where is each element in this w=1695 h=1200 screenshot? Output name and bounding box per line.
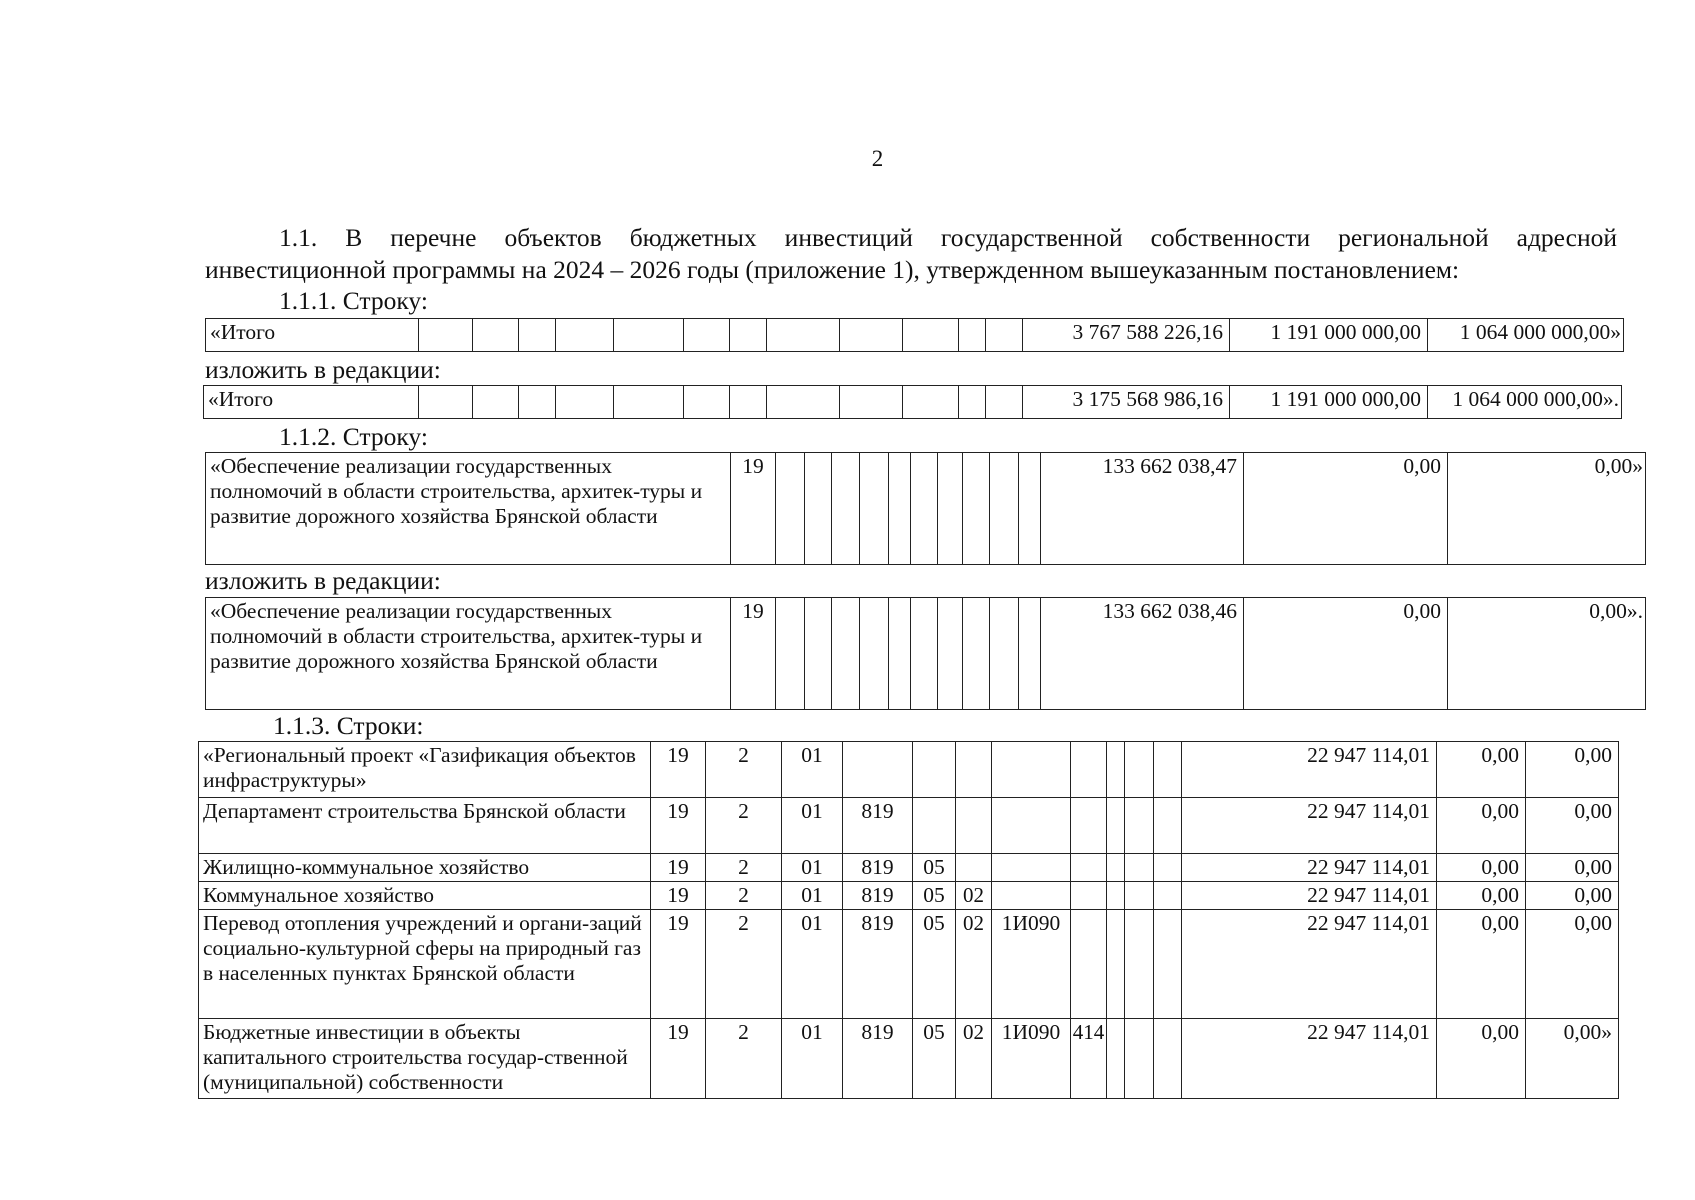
code-cell: 2 — [706, 742, 782, 798]
table-body — [199, 742, 1619, 1099]
code-cell: 2 — [706, 910, 782, 1019]
value-2025: 0,00 — [1244, 598, 1448, 710]
code-cell: 1И090 — [992, 1019, 1071, 1099]
code-cell — [913, 742, 956, 798]
code-cell: 05 — [913, 854, 956, 882]
value-2026: 0,00 — [1526, 882, 1619, 910]
code-cell: 02 — [956, 882, 992, 910]
value-2025: 0,00 — [1437, 910, 1526, 1019]
code-cell: 819 — [843, 1019, 913, 1099]
table-row — [206, 598, 1646, 710]
row-label: Перевод отопления учреждений и органи-заций социально-культурной сферы на природный газ в населенных пунктах Брянской области — [199, 910, 651, 1019]
value-2024: 3 767 588 226,16 — [1023, 319, 1230, 352]
code-cell — [1071, 798, 1107, 854]
code-cell — [956, 854, 992, 882]
code-cell: 19 — [651, 742, 706, 798]
code-cell — [956, 742, 992, 798]
code-cell: 19 — [651, 798, 706, 854]
code-cell: 01 — [782, 1019, 843, 1099]
code-cell: 2 — [706, 882, 782, 910]
code-cell: 19 — [651, 854, 706, 882]
code-cell — [992, 742, 1071, 798]
table-row — [199, 742, 1619, 798]
value-2026: 0,00». — [1448, 598, 1646, 710]
value-2026: 1 064 000 000,00» — [1428, 319, 1624, 352]
table-1-1-1-new — [203, 385, 1622, 419]
value-2024: 22 947 114,01 — [1182, 910, 1437, 1019]
code-cell: 819 — [843, 882, 913, 910]
table-1-1-2-new — [205, 597, 1646, 710]
code-cell: 01 — [782, 742, 843, 798]
value-2024: 133 662 038,46 — [1041, 598, 1244, 710]
section-heading-1-1-3: 1.1.3. Строки: — [273, 711, 424, 740]
code-cell: 01 — [782, 882, 843, 910]
code-cell: 01 — [782, 798, 843, 854]
code-cell — [1071, 882, 1107, 910]
table-1-1-2-old — [205, 452, 1646, 565]
code-cell: 819 — [843, 854, 913, 882]
code-cell: 01 — [782, 854, 843, 882]
value-2025: 0,00 — [1244, 453, 1448, 565]
table-row — [199, 798, 1619, 854]
code-cell — [1071, 854, 1107, 882]
row-label: «Итого — [204, 386, 419, 419]
section-heading-1-1-2: 1.1.2. Строку: — [279, 422, 428, 451]
value-2026: 0,00 — [1526, 798, 1619, 854]
code-cell: 01 — [782, 910, 843, 1019]
code-cell — [913, 798, 956, 854]
row-label: «Итого — [206, 319, 419, 352]
value-2025: 1 191 000 000,00 — [1230, 319, 1428, 352]
code-cell: 19 — [651, 1019, 706, 1099]
code-cell: 1И090 — [992, 910, 1071, 1019]
intro-paragraph-line2: инвестиционной программы на 2024 – 2026 годы (приложение 1), утвержденном вышеуказанным постановлением: — [205, 255, 1460, 284]
row-label: Коммунальное хозяйство — [199, 882, 651, 910]
row-label: «Обеспечение реализации государственных полномочий в области строительства, архитек-туры и развитие дорожного хозяйства Брянской области — [206, 453, 731, 565]
code-cell: 19 — [731, 453, 776, 565]
value-2025: 0,00 — [1437, 1019, 1526, 1099]
replace-label: изложить в редакции: — [205, 566, 441, 595]
code-cell: 02 — [956, 1019, 992, 1099]
code-cell — [992, 882, 1071, 910]
value-2024: 22 947 114,01 — [1182, 798, 1437, 854]
code-cell: 05 — [913, 1019, 956, 1099]
code-cell — [956, 798, 992, 854]
replace-label: изложить в редакции: — [205, 355, 441, 384]
code-cell: 19 — [651, 882, 706, 910]
value-2026: 0,00 — [1526, 910, 1619, 1019]
code-cell: 02 — [956, 910, 992, 1019]
value-2026: 0,00 — [1526, 742, 1619, 798]
row-label: «Обеспечение реализации государственных полномочий в области строительства, архитек-туры и развитие дорожного хозяйства Брянской области — [206, 598, 731, 710]
code-cell: 819 — [843, 798, 913, 854]
section-heading-1-1-1: 1.1.1. Строку: — [279, 286, 428, 315]
code-cell — [992, 854, 1071, 882]
value-2026: 0,00 — [1526, 854, 1619, 882]
code-cell: 05 — [913, 882, 956, 910]
code-cell — [843, 742, 913, 798]
table-row — [199, 854, 1619, 882]
table-1-1-1-old — [205, 318, 1624, 352]
code-cell: 414 — [1071, 1019, 1107, 1099]
table-row — [199, 1019, 1619, 1099]
value-2024: 22 947 114,01 — [1182, 882, 1437, 910]
value-2026: 1 064 000 000,00». — [1428, 386, 1622, 419]
table-row — [204, 386, 1622, 419]
value-2025: 0,00 — [1437, 882, 1526, 910]
value-2026: 0,00» — [1526, 1019, 1619, 1099]
row-label: Жилищно-коммунальное хозяйство — [199, 854, 651, 882]
value-2024: 22 947 114,01 — [1182, 854, 1437, 882]
value-2025: 1 191 000 000,00 — [1230, 386, 1428, 419]
value-2025: 0,00 — [1437, 742, 1526, 798]
table-row — [206, 453, 1646, 565]
code-cell: 2 — [706, 854, 782, 882]
value-2024: 133 662 038,47 — [1041, 453, 1244, 565]
code-cell: 819 — [843, 910, 913, 1019]
code-cell — [992, 798, 1071, 854]
table-row — [206, 319, 1624, 352]
code-cell: 2 — [706, 1019, 782, 1099]
table-row — [199, 882, 1619, 910]
row-label: «Региональный проект «Газификация объектов инфраструктуры» — [199, 742, 651, 798]
code-cell: 2 — [706, 798, 782, 854]
page-number: 2 — [871, 146, 884, 171]
code-cell — [1071, 742, 1107, 798]
intro-paragraph-line1: 1.1. В перечне объектов бюджетных инвестиций государственной собственности региональной адресной — [279, 223, 1617, 252]
table-row — [199, 910, 1619, 1019]
value-2024: 22 947 114,01 — [1182, 742, 1437, 798]
value-2024: 3 175 568 986,16 — [1023, 386, 1230, 419]
row-label: Департамент строительства Брянской области — [199, 798, 651, 854]
code-cell: 19 — [731, 598, 776, 710]
code-cell: 19 — [651, 910, 706, 1019]
value-2025: 0,00 — [1437, 798, 1526, 854]
row-label: Бюджетные инвестиции в объекты капитального строительства государ-ственной (муниципальной) собственности — [199, 1019, 651, 1099]
value-2025: 0,00 — [1437, 854, 1526, 882]
code-cell: 05 — [913, 910, 956, 1019]
code-cell — [1071, 910, 1107, 1019]
value-2024: 22 947 114,01 — [1182, 1019, 1437, 1099]
table-1-1-3 — [198, 741, 1619, 1099]
value-2026: 0,00» — [1448, 453, 1646, 565]
